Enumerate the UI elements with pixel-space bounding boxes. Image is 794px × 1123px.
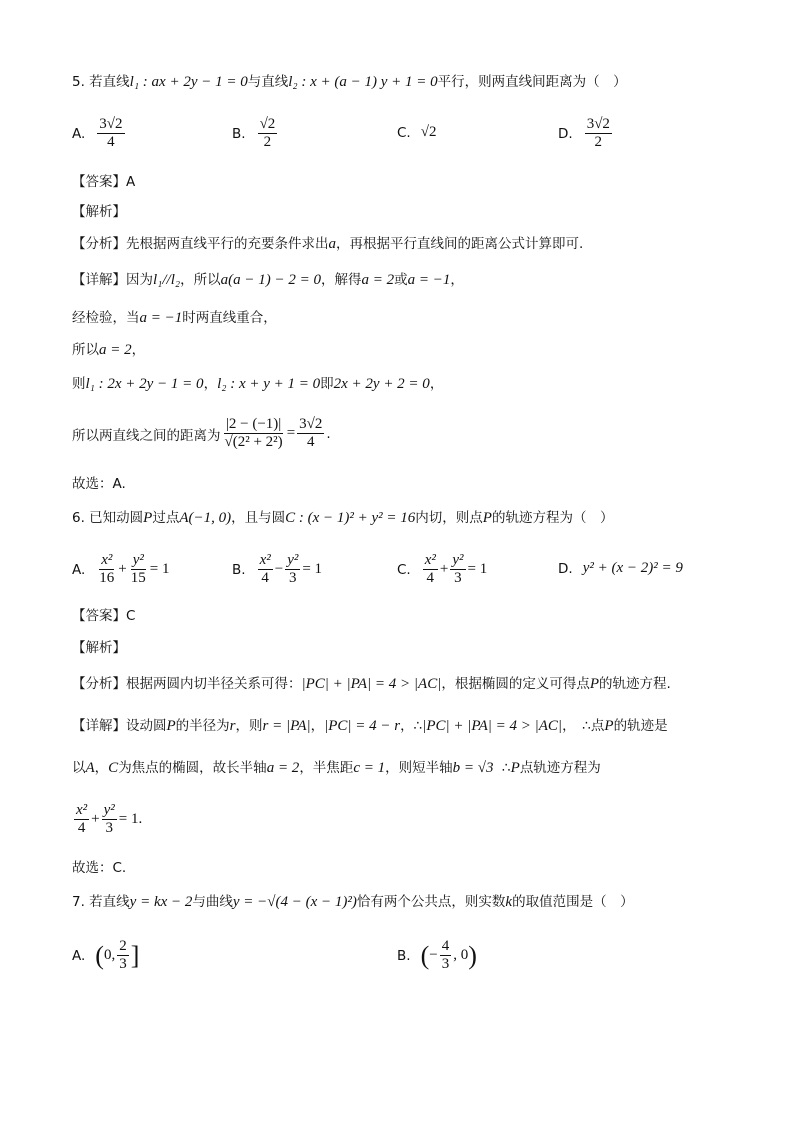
math-var: a: [328, 236, 336, 252]
text: 6. 已知动圆: [72, 510, 144, 526]
text: ，: [450, 272, 464, 288]
denominator: √(2² + 2²): [224, 434, 283, 450]
text: ，: [131, 342, 146, 358]
text: 【分析】根据两圆内切半径关系可得：: [72, 676, 302, 692]
q6-choose: 故选：C.: [72, 860, 127, 876]
q5-option-c: [397, 124, 436, 141]
q5-check-line: [72, 308, 277, 328]
text: 【详解】因为: [72, 272, 153, 288]
fraction: $\frac{\text{y²}}{3}$: [452, 552, 464, 586]
equals-sign: =: [286, 425, 296, 441]
math: l₁//l₂: [153, 272, 181, 288]
text: 的轨迹是: [613, 718, 668, 734]
text: 的轨迹方程为（ ）: [491, 510, 614, 526]
distance-fraction: [223, 416, 285, 451]
q5-jiexi-heading: 【解析】: [72, 204, 126, 220]
math: l₂ : x + y + 1 = 0: [217, 376, 321, 392]
q5-detail-line1: [72, 270, 464, 290]
math: b = √3: [452, 760, 494, 776]
text: 所以两直线之间的距离为: [72, 427, 221, 444]
q6-option-c: C. $\frac{\text{x²}}{4}$ + $\frac{\text{y²}}{3}$ = 1: [397, 552, 488, 586]
math-var: A: [85, 760, 95, 776]
text: ，再根据平行直线间的距离公式计算即可.: [336, 236, 584, 252]
q6-stem: [72, 508, 613, 528]
q5-option-d: [558, 116, 614, 151]
math: a(a − 1) − 2 = 0: [220, 272, 321, 288]
text: 过点: [152, 510, 180, 526]
option-label: B.: [397, 947, 411, 964]
text: 经检验，当: [72, 310, 140, 326]
text: 以: [72, 760, 86, 776]
q5-option-b-fraction: [258, 116, 278, 151]
q5-then-line: [72, 374, 443, 394]
text: 与曲线: [192, 894, 233, 910]
fraction: $\frac{\text{x²}}{4}$: [76, 802, 88, 836]
q5-option-d-fraction: [585, 116, 612, 151]
text: ，解得: [320, 272, 362, 288]
text: ∴: [502, 760, 511, 776]
text: 则: [72, 376, 86, 392]
q7-stem: [72, 892, 634, 912]
q6-detail-line2: [72, 758, 601, 778]
text: ，所以: [180, 272, 221, 288]
fraction: $\frac{2}{3}$: [119, 938, 127, 972]
q5-line1-equation: l₁ : ax + 2y − 1 = 0: [129, 74, 248, 90]
math: A(−1, 0): [179, 510, 232, 526]
text: ，且与圆: [231, 510, 286, 526]
q6-jiexi-heading: 【解析】: [72, 640, 126, 656]
math: l₁ : 2x + 2y − 1 = 0: [85, 376, 204, 392]
q5-so-line: [72, 340, 145, 360]
numerator: |2 − (−1)|: [225, 416, 282, 432]
q5-answer: 【答案】A: [72, 174, 136, 190]
denominator: 2: [263, 134, 272, 150]
text: ，: [310, 718, 325, 734]
q5-stem-text: 与直线: [247, 74, 289, 90]
text: 【分析】先根据两直线平行的充要条件求出: [72, 236, 329, 252]
text: ，根据椭圆的定义可得点: [441, 676, 590, 692]
text: 的取值范围是（ ）: [512, 894, 634, 910]
fraction: $\frac{\text{x²}}{16}$: [99, 552, 115, 586]
q6-answer: 【答案】C: [72, 608, 136, 624]
fraction: $\frac{\text{y²}}{3}$: [287, 552, 299, 586]
fraction: $\frac{\text{x²}}{4}$: [424, 552, 436, 586]
option-label: D.: [558, 125, 573, 142]
option-label: C.: [397, 124, 411, 141]
math: C : (x − 1)² + y² = 16: [285, 510, 416, 526]
text: ，则: [235, 718, 263, 734]
math-var: k: [505, 894, 513, 910]
q5-option-c-value: √2: [420, 124, 437, 140]
fraction: $\frac{4}{3}$: [441, 938, 450, 972]
text: .: [326, 425, 331, 442]
text: ，∴: [400, 718, 423, 734]
math-var: P: [604, 718, 614, 734]
math-var: P: [482, 510, 492, 526]
option-label: A.: [72, 561, 86, 578]
text: ， ∴点: [562, 718, 605, 734]
text: 点轨迹方程为: [519, 760, 601, 776]
denominator: 2: [594, 134, 603, 150]
math: a = 2: [266, 760, 300, 776]
text: 所以: [72, 342, 99, 358]
text: 恰有两个公共点，则实数: [356, 894, 506, 910]
text: ，则短半轴: [385, 760, 453, 776]
option-label: C.: [397, 561, 411, 578]
q5-analysis: [72, 234, 583, 254]
q5-line2-equation: l₂ : x + (a − 1) y + 1 = 0: [288, 74, 438, 90]
option-label: A.: [72, 947, 86, 964]
q7-option-b: B. ( − $\frac{4}{3}$ , 0 ): [397, 938, 477, 972]
denominator: 4: [107, 134, 115, 150]
text: 【详解】设动圆: [72, 718, 167, 734]
q5-option-b: [232, 116, 279, 151]
math: 2x + 2y + 2 = 0: [333, 376, 430, 392]
q6-analysis: [72, 674, 671, 694]
math: a = 2: [361, 272, 395, 288]
math: a = −1: [139, 310, 183, 326]
text: 内切，则点: [415, 510, 483, 526]
option-label: B.: [232, 125, 246, 142]
q5-distance-line: [72, 416, 331, 451]
text: ，: [94, 760, 109, 776]
text: ，半焦距: [299, 760, 354, 776]
numerator: 3√2: [299, 416, 323, 432]
fraction: $\frac{\text{x²}}{4}$: [259, 552, 271, 586]
q5-stem-text: 平行，则两直线间距离为（ ）: [437, 74, 627, 90]
denominator: 4: [307, 434, 315, 450]
fraction: $\frac{\text{y²}}{3}$: [103, 802, 115, 836]
q5-choose: 故选：A.: [72, 476, 126, 492]
q5-option-a-fraction: [97, 116, 124, 151]
q5-stem-text: 5. 若直线: [72, 74, 130, 90]
text: 的半径为: [175, 718, 230, 734]
math: r = |PA|: [262, 718, 311, 734]
math: |PC| + |PA| = 4 > |AC|: [422, 718, 563, 734]
fraction: $\frac{\text{y²}}{15}$: [130, 552, 146, 586]
q6-option-d: [558, 560, 683, 577]
math-var: C: [108, 760, 119, 776]
text: 7. 若直线: [72, 894, 130, 910]
math: c = 1: [353, 760, 386, 776]
q5-option-a: [72, 116, 127, 151]
math-var: P: [589, 676, 600, 692]
q5-stem: [72, 72, 627, 92]
text: 或: [394, 272, 408, 288]
text: 的轨迹方程.: [599, 676, 671, 692]
math: y = kx − 2: [129, 894, 193, 910]
numerator: √2: [259, 116, 276, 132]
math: |PC| = 4 − r: [324, 718, 401, 734]
q7-option-a: A. ( 0, $\frac{2}{3}$ ]: [72, 938, 140, 972]
option-label: A.: [72, 125, 86, 142]
q6-option-a: A. $\frac{\text{x²}}{16}$ + $\frac{\text{y²}}{15}$ = 1: [72, 552, 170, 586]
text: 为焦点的椭圆，故长半轴: [118, 760, 267, 776]
q6-option-b: B. $\frac{\text{x²}}{4}$ − $\frac{\text{y²}}{3}$ = 1: [232, 552, 323, 586]
math-var: P: [166, 718, 176, 734]
math-var: P: [143, 510, 153, 526]
option-label: D.: [558, 560, 573, 577]
math-var: r: [229, 718, 236, 734]
option-label: B.: [232, 561, 246, 578]
q6-detail-line1: [72, 716, 668, 736]
distance-result-fraction: [297, 416, 324, 451]
math: a = 2: [99, 342, 132, 358]
text: 即: [320, 376, 334, 392]
math: a = −1: [407, 272, 451, 288]
numerator: 3√2: [586, 116, 610, 132]
math: |PC| + |PA| = 4 > |AC|: [301, 676, 442, 692]
math-var: P: [510, 760, 520, 776]
math: y = −√(4 − (x − 1)²): [232, 894, 357, 910]
text: ，: [203, 376, 218, 392]
numerator: 3√2: [99, 116, 123, 132]
q6-final-equation: $\frac{\text{x²}}{4}$ + $\frac{\text{y²}}{3}$ = 1.: [76, 802, 143, 836]
math: y² + (x − 2)² = 9: [582, 560, 683, 576]
text: 时两直线重合，: [182, 310, 277, 326]
text: ，: [429, 376, 444, 392]
